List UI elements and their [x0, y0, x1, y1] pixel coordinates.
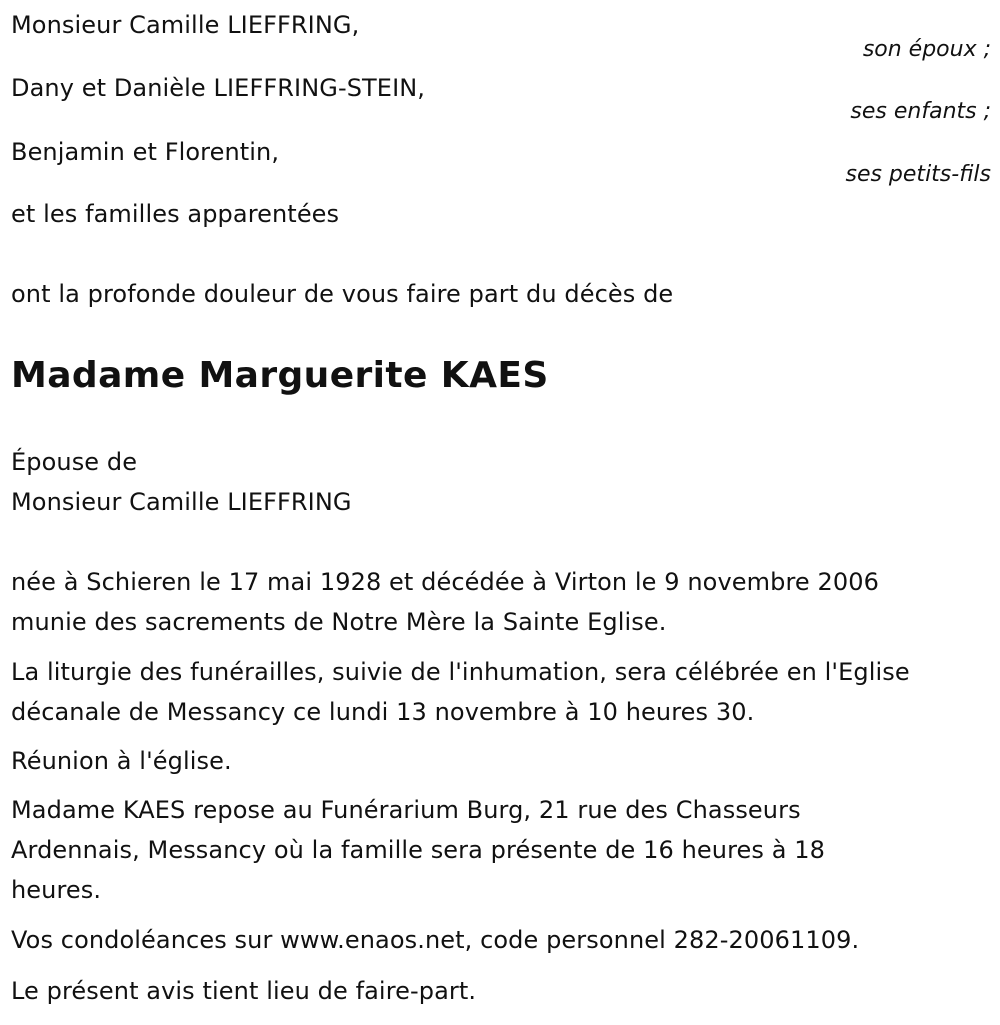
grandchildren-name: Benjamin et Florentin, — [11, 138, 280, 166]
notice-line: Le présent avis tient lieu de faire-part. — [11, 977, 477, 1005]
condolences-line: Vos condoléances sur www.enaos.net, code personnel 282-20061109. — [11, 926, 860, 954]
children-role: ses enfants ; — [850, 99, 991, 124]
liturgy-line-2: décanale de Messancy ce lundi 13 novembre à 10 heures 30. — [11, 698, 755, 726]
spouse-name: Monsieur Camille LIEFFRING, — [11, 11, 360, 39]
deceased-name: Madame Marguerite KAES — [11, 355, 549, 396]
announcement-text: ont la profonde douleur de vous faire part du décès de — [11, 280, 674, 308]
meeting-line: Réunion à l'église. — [11, 747, 232, 775]
rest-line-3: heures. — [11, 876, 102, 904]
spouse-of-name: Monsieur Camille LIEFFRING — [11, 488, 352, 516]
liturgy-line-1: La liturgie des funérailles, suivie de l'inhumation, sera célébrée en l'Eglise — [11, 658, 910, 686]
relatives-line: et les familles apparentées — [11, 200, 340, 228]
spouse-of-label: Épouse de — [11, 448, 138, 476]
rest-line-1: Madame KAES repose au Funérarium Burg, 21 rue des Chasseurs — [11, 796, 801, 824]
spouse-role: son époux ; — [862, 37, 991, 62]
children-name: Dany et Danièle LIEFFRING-STEIN, — [11, 74, 426, 102]
sacraments-line: munie des sacrements de Notre Mère la Sainte Eglise. — [11, 608, 667, 636]
birth-death-line: née à Schieren le 17 mai 1928 et décédée à Virton le 9 novembre 2006 — [11, 568, 879, 596]
grandchildren-role: ses petits-fils — [845, 162, 991, 187]
rest-line-2: Ardennais, Messancy où la famille sera présente de 16 heures à 18 — [11, 836, 826, 864]
